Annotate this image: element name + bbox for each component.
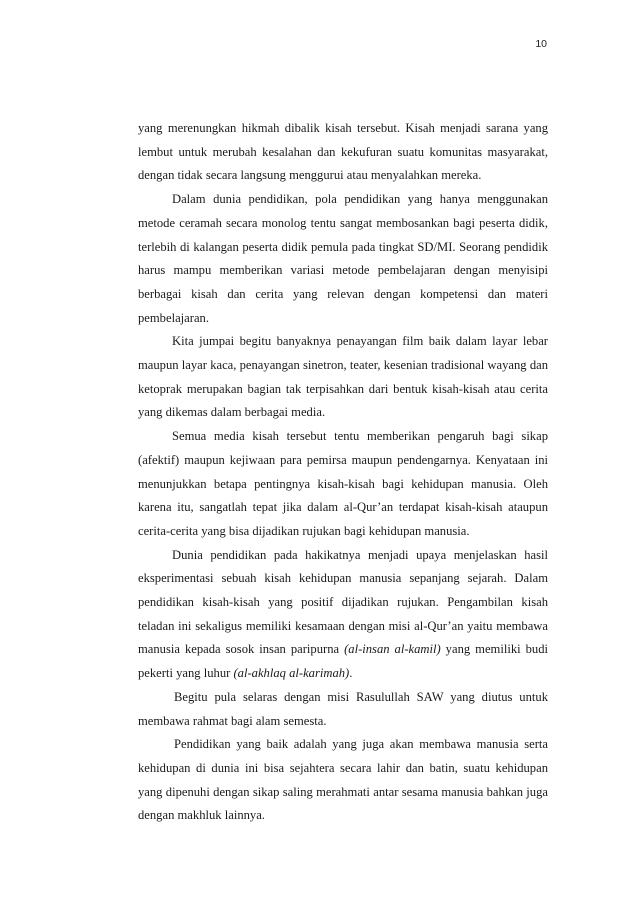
paragraph-5-text-a: Dunia pendidikan pada hakikatnya menjadi upaya menjelaskan hasil eksperimentasi sebuah kisah kehidupan manusia sepanjang sejarah. Dalam pendidikan kisah-kisah yang positif dijadikan rujukan. Pengambilan kisah teladan ini sekaligus memiliki kesamaan dengan misi al-Qur’an yaitu membawa manusia kepada sosok insan paripurna <box>138 547 548 657</box>
paragraph-5-text-b: yang memiliki budi pekerti yang luhur <box>138 642 548 681</box>
page-number: 10 <box>535 38 547 50</box>
paragraph-5-text-c: . <box>349 666 353 681</box>
paragraph-5 <box>138 544 548 686</box>
paragraph-7: Pendidikan yang baik adalah yang juga akan membawa manusia serta kehidupan di dunia ini bisa sejahtera secara lahir dan batin, suatu kehidupan yang dipenuhi dengan sikap saling merahmati antar sesama manusia bahkan juga dengan makhluk lainnya. <box>138 737 548 823</box>
paragraph-4: Semua media kisah tersebut tentu memberikan pengaruh bagi sikap (afektif) maupun kejiwaan para pemirsa maupun pendengarnya. Kenyataan ini menunjukkan betapa pentingnya kisah-kisah bagi kehidupan manusia. Oleh karena itu, sangatlah tepat jika dalam al-Qur’an terdapat kisah-kisah ataupun cerita-cerita yang bisa dijadikan rujukan bagi kehidupan manusia. <box>138 429 548 538</box>
paragraph-1: yang merenungkan hikmah dibalik kisah tersebut. Kisah menjadi sarana yang lembut untuk merubah kesalahan dan kekufuran suatu komunitas masyarakat, dengan tidak secara langsung menggurui atau menyalahkan mereka. <box>138 121 548 183</box>
paragraph-6: Begitu pula selaras dengan misi Rasulullah SAW yang diutus untuk membawa rahmat bagi alam semesta. <box>138 689 548 728</box>
term-al-insan-al-kamil: (al-insan al-kamil) <box>344 642 441 657</box>
body-text <box>138 117 548 828</box>
paragraph-2: Dalam dunia pendidikan, pola pendidikan yang hanya menggunakan metode ceramah secara monolog tentu sangat membosankan bagi peserta didik, terlebih di kalangan peserta didik pemula pada tingkat SD/MI. Seorang pendidik harus mampu memberikan variasi metode pembelajaran dengan menyisipi berbagai kisah dan cerita yang relevan dengan kompetensi dan materi pembelajaran. <box>138 192 548 325</box>
term-al-akhlaq-al-karimah: (al-akhlaq al-karimah) <box>233 666 350 681</box>
paragraph-3: Kita jumpai begitu banyaknya penayangan film baik dalam layar lebar maupun layar kaca, penayangan sinetron, teater, kesenian tradisional wayang dan ketoprak merupakan bagian tak terpisahkan dari bentuk kisah-kisah atau cerita yang dikemas dalam berbagai media. <box>138 334 548 420</box>
